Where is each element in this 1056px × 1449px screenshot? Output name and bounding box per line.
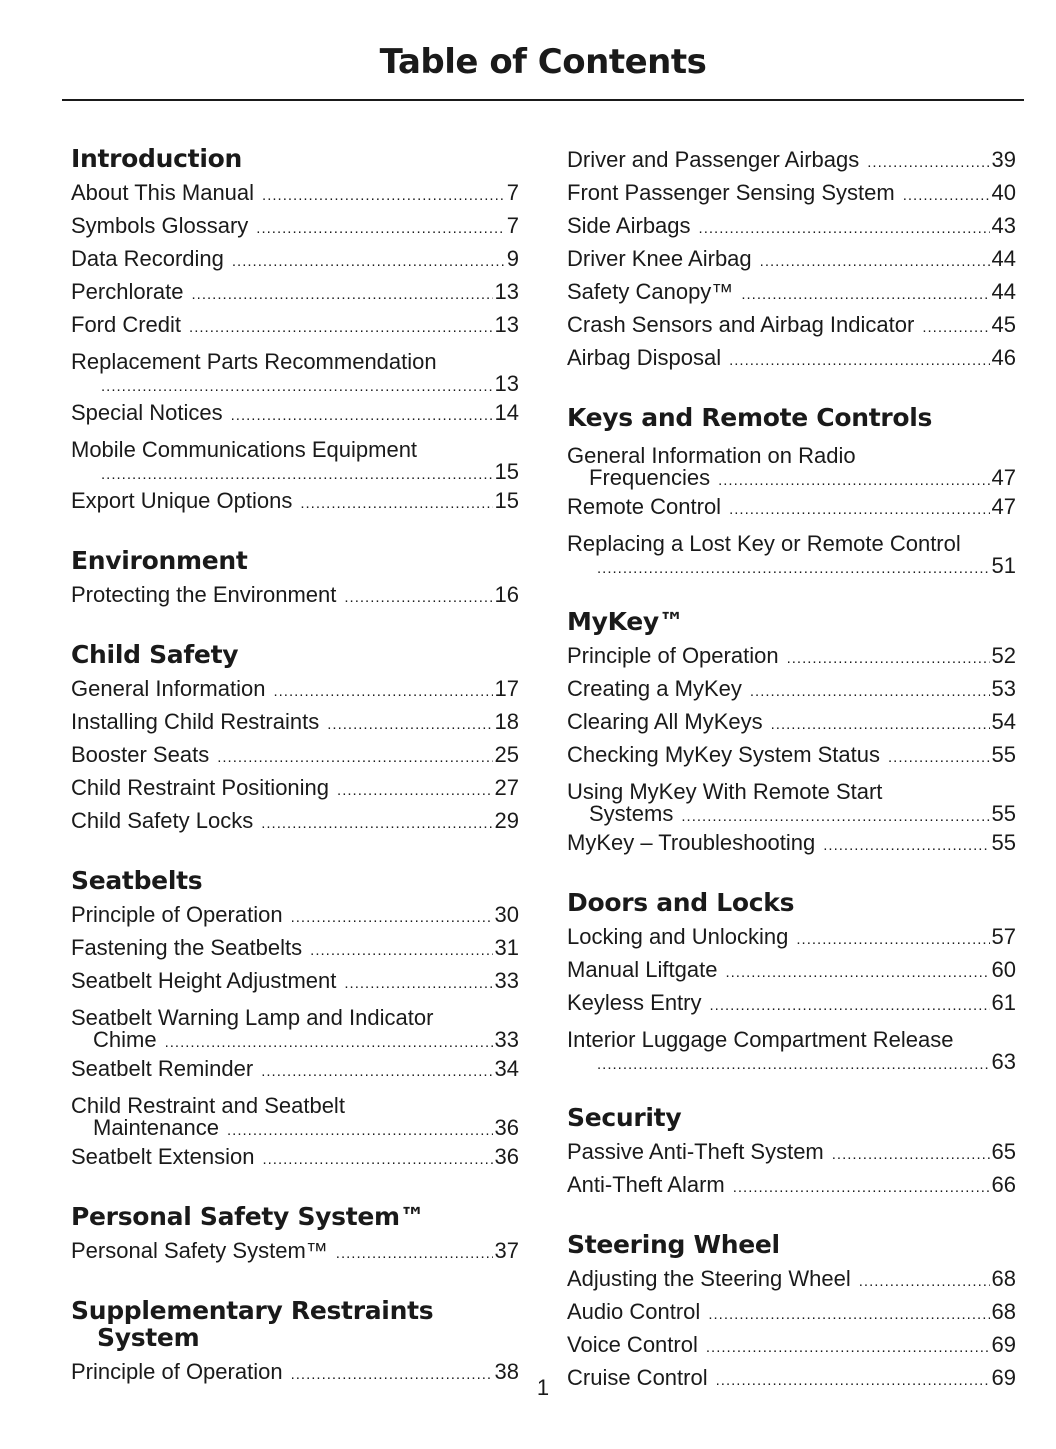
- section-heading[interactable]: [71, 867, 519, 894]
- toc-entry-page: 30: [494, 902, 519, 927]
- toc-entry-row[interactable]: [567, 310, 1016, 343]
- toc-entry-title: Keyless Entry: [567, 990, 702, 1015]
- toc-entry-title: Airbag Disposal: [567, 345, 722, 370]
- dot-leader: [708, 1300, 989, 1330]
- toc-entry[interactable]: [71, 933, 519, 966]
- toc-entry-title: Personal Safety System™: [71, 1238, 328, 1263]
- dot-leader: [327, 710, 492, 740]
- dot-leader: [741, 280, 989, 310]
- toc-entry-title: Remote Control: [567, 494, 722, 519]
- toc-entry[interactable]: [71, 740, 519, 773]
- toc-entry-title: Ford Credit: [71, 312, 182, 337]
- toc-entry-row[interactable]: [567, 707, 1016, 740]
- toc-entry-title: Maintenance: [93, 1115, 219, 1140]
- toc-entry[interactable]: [71, 1054, 519, 1087]
- toc-entry-page: 34: [494, 1056, 519, 1081]
- dot-leader: [832, 1140, 990, 1170]
- toc-entry-page: 36: [494, 1144, 519, 1169]
- toc-entry-row[interactable]: [71, 933, 519, 966]
- dot-leader: [597, 1054, 990, 1076]
- toc-entry-page: 47: [991, 494, 1016, 519]
- dot-leader: [681, 806, 989, 828]
- toc-entry-page: 66: [991, 1172, 1016, 1197]
- toc-entry-page: 36: [494, 1115, 519, 1140]
- toc-entry-row[interactable]: [567, 955, 1016, 988]
- dot-leader: [101, 464, 493, 486]
- toc-entry-page: 25: [494, 742, 519, 767]
- toc-entry-page: 37: [494, 1238, 519, 1263]
- toc-entry-row[interactable]: [71, 244, 519, 277]
- toc-entry-title: Driver Knee Airbag: [567, 246, 752, 271]
- toc-entry-row[interactable]: [71, 707, 519, 740]
- toc-entry-page: 53: [991, 676, 1016, 701]
- dot-leader: [231, 401, 493, 431]
- toc-entry-title: Front Passenger Sensing System: [567, 180, 895, 205]
- toc-entry-title: Child Restraint Positioning: [71, 775, 330, 800]
- toc-entry-row[interactable]: [71, 1054, 519, 1087]
- toc-entry-row[interactable]: [71, 773, 519, 806]
- dot-leader: [867, 148, 989, 178]
- toc-section: [71, 547, 519, 613]
- toc-entry[interactable]: [71, 966, 519, 999]
- toc-entry[interactable]: [71, 1142, 519, 1175]
- toc-entry[interactable]: [71, 707, 519, 740]
- toc-entry-row[interactable]: [567, 1330, 1016, 1363]
- section-heading-text: Personal Safety System™: [71, 1202, 425, 1231]
- toc-entry[interactable]: [71, 773, 519, 806]
- toc-entry-row[interactable]: [71, 486, 519, 519]
- dot-leader: [729, 346, 989, 376]
- toc-entry-page: 18: [494, 709, 519, 734]
- toc-entry-page: 7: [506, 213, 519, 238]
- toc-entry-page: 69: [991, 1365, 1016, 1390]
- toc-entry-page: 68: [991, 1299, 1016, 1324]
- toc-entry-row[interactable]: [71, 277, 519, 310]
- dot-leader: [261, 1057, 492, 1087]
- toc-entry[interactable]: [567, 211, 1016, 244]
- toc-entry-row[interactable]: [567, 492, 1016, 525]
- toc-entry[interactable]: [71, 999, 519, 1054]
- toc-entry-title: Mobile Communications Equipment: [71, 437, 418, 462]
- toc-entry-row[interactable]: [71, 806, 519, 839]
- toc-entry-title: Audio Control: [567, 1299, 701, 1324]
- toc-entry-row[interactable]: [71, 580, 519, 613]
- toc-entry-page: 44: [991, 279, 1016, 304]
- toc-entry[interactable]: [567, 145, 1016, 178]
- dot-leader: [291, 903, 493, 933]
- dot-leader: [101, 376, 493, 398]
- toc-entry-title: Export Unique Options: [71, 488, 293, 513]
- toc-entry-row[interactable]: [71, 674, 519, 707]
- section-heading[interactable]: [567, 889, 1016, 916]
- dot-leader: [706, 1333, 990, 1363]
- toc-entry[interactable]: [71, 1236, 519, 1269]
- dot-leader: [262, 1145, 492, 1175]
- toc-entry[interactable]: [71, 343, 519, 398]
- toc-section: [567, 1104, 1016, 1203]
- toc-entry-row[interactable]: [71, 178, 519, 211]
- toc-entry-page: 13: [494, 371, 519, 396]
- toc-entry-page: 9: [506, 246, 519, 271]
- toc-entry-title: Voice Control: [567, 1332, 698, 1357]
- toc-entry[interactable]: [567, 1021, 1016, 1076]
- dot-leader: [859, 1267, 990, 1297]
- toc-entry-title: Protecting the Environment: [71, 582, 337, 607]
- toc-entry[interactable]: [71, 580, 519, 613]
- toc-section: [71, 1203, 519, 1269]
- toc-entry-title: Perchlorate: [71, 279, 184, 304]
- toc-entry[interactable]: [71, 211, 519, 244]
- toc-entry-title: Cruise Control: [567, 1365, 708, 1390]
- toc-entry-row[interactable]: [567, 1137, 1016, 1170]
- toc-entry-page: 40: [991, 180, 1016, 205]
- toc-entry-page: 45: [991, 312, 1016, 337]
- toc-entry-row[interactable]: [567, 674, 1016, 707]
- toc-column-right: [567, 145, 1016, 1424]
- toc-entry[interactable]: [567, 988, 1016, 1021]
- toc-entry-title: Booster Seats: [71, 742, 210, 767]
- toc-entry-title: Principle of Operation: [567, 643, 779, 668]
- dot-leader: [336, 1239, 493, 1269]
- toc-entry[interactable]: [567, 773, 1016, 828]
- toc-section: [71, 641, 519, 839]
- toc-entry-row[interactable]: [567, 178, 1016, 211]
- toc-entry[interactable]: [71, 398, 519, 431]
- dot-leader: [725, 958, 989, 988]
- dot-leader: [192, 280, 493, 310]
- toc-entry-title: Child Restraint and Seatbelt: [71, 1093, 345, 1118]
- toc-entry-row[interactable]: [567, 145, 1016, 178]
- toc-entry-title: Principle of Operation: [71, 902, 283, 927]
- dot-leader: [262, 181, 505, 211]
- section-heading[interactable]: [71, 641, 519, 668]
- dot-leader: [710, 991, 990, 1021]
- toc-entry-row[interactable]: [567, 1297, 1016, 1330]
- section-heading-continuation: System: [97, 1323, 200, 1352]
- toc-entry-title: Installing Child Restraints: [71, 709, 320, 734]
- toc-entry-row[interactable]: [71, 900, 519, 933]
- section-heading-text: Seatbelts: [71, 866, 203, 895]
- toc-section: [71, 145, 519, 519]
- toc-entry-row[interactable]: [71, 310, 519, 343]
- toc-entry-title: MyKey – Troubleshooting: [567, 830, 816, 855]
- toc-entry-title: Chime: [93, 1027, 157, 1052]
- toc-entry-page: 55: [991, 830, 1016, 855]
- dot-leader: [344, 583, 492, 613]
- toc-entry-page: 55: [991, 742, 1016, 767]
- dot-leader: [771, 710, 990, 740]
- toc-entry-page: 16: [494, 582, 519, 607]
- toc-entry-page: 44: [991, 246, 1016, 271]
- section-heading-text: Keys and Remote Controls: [567, 403, 933, 432]
- toc-entry[interactable]: [71, 277, 519, 310]
- toc-entry[interactable]: [567, 178, 1016, 211]
- toc-entry[interactable]: [71, 431, 519, 486]
- toc-entry-title: Frequencies: [589, 465, 711, 490]
- toc-section: [567, 1231, 1016, 1396]
- toc-entry-page: 54: [991, 709, 1016, 734]
- toc-entry[interactable]: [567, 525, 1016, 580]
- toc-entry[interactable]: [71, 900, 519, 933]
- dot-leader: [310, 936, 492, 966]
- toc-entry[interactable]: [71, 486, 519, 519]
- toc-entry[interactable]: [567, 343, 1016, 376]
- toc-entry-page: 27: [494, 775, 519, 800]
- dot-leader: [227, 1120, 493, 1142]
- toc-entry-page: 52: [991, 643, 1016, 668]
- toc-column-left: [71, 145, 519, 1418]
- toc-entry[interactable]: [567, 641, 1016, 674]
- toc-entry-page: 43: [991, 213, 1016, 238]
- section-heading-text: Introduction: [71, 144, 242, 173]
- title-rule: [62, 99, 1024, 101]
- toc-entry-row[interactable]: [567, 740, 1016, 773]
- toc-entry-title: Using MyKey With Remote Start: [567, 779, 883, 804]
- toc-entry[interactable]: [71, 244, 519, 277]
- toc-entry-row[interactable]: [567, 244, 1016, 277]
- toc-entry-page: 38: [494, 1359, 519, 1384]
- dot-leader: [903, 181, 990, 211]
- toc-entry[interactable]: [567, 492, 1016, 525]
- toc-entry-row[interactable]: [71, 740, 519, 773]
- toc-entry-page: 47: [991, 465, 1016, 490]
- toc-entry-page: 13: [494, 279, 519, 304]
- section-heading[interactable]: [567, 1104, 1016, 1131]
- toc-entry-row[interactable]: [567, 922, 1016, 955]
- toc-entry-row[interactable]: [71, 966, 519, 999]
- dot-leader: [256, 214, 504, 244]
- toc-entry-title: Creating a MyKey: [567, 676, 742, 701]
- toc-entry-title: Side Airbags: [567, 213, 691, 238]
- toc-entry-title: Replacement Parts Recommendation: [71, 349, 437, 374]
- toc-entry[interactable]: [567, 310, 1016, 343]
- toc-entry[interactable]: [567, 955, 1016, 988]
- toc-section: [567, 404, 1016, 580]
- section-heading-text: Steering Wheel: [567, 1230, 780, 1259]
- toc-entry-row[interactable]: [567, 1170, 1016, 1203]
- toc-entry[interactable]: [71, 674, 519, 707]
- toc-entry-page: 31: [494, 935, 519, 960]
- section-heading-text: Security: [567, 1103, 682, 1132]
- toc-entry-title: Manual Liftgate: [567, 957, 718, 982]
- toc-entry[interactable]: [567, 740, 1016, 773]
- toc-entry-page: 33: [494, 1027, 519, 1052]
- toc-entry-page: 7: [506, 180, 519, 205]
- section-heading-text: MyKey™: [567, 607, 684, 636]
- toc-entry-title: General Information: [71, 676, 266, 701]
- toc-entry-row[interactable]: [567, 803, 1016, 828]
- toc-entry[interactable]: [567, 1170, 1016, 1203]
- toc-entry-row[interactable]: [71, 1236, 519, 1269]
- toc-entry-title: Replacing a Lost Key or Remote Control: [567, 531, 961, 556]
- toc-entry-title: Clearing All MyKeys: [567, 709, 763, 734]
- dot-leader: [823, 831, 989, 861]
- section-heading[interactable]: [71, 145, 519, 172]
- toc-entry-page: 14: [494, 400, 519, 425]
- toc-entry-row[interactable]: [71, 373, 519, 398]
- dot-leader: [261, 809, 492, 839]
- toc-entry-row[interactable]: [567, 988, 1016, 1021]
- dot-leader: [922, 313, 989, 343]
- section-heading[interactable]: [567, 1231, 1016, 1258]
- dot-leader: [699, 214, 990, 244]
- section-heading-text: Supplementary Restraints: [71, 1296, 434, 1325]
- dot-leader: [300, 489, 492, 519]
- toc-entry-page: 61: [991, 990, 1016, 1015]
- toc-entry[interactable]: [567, 1264, 1016, 1297]
- toc-entry-row[interactable]: [567, 1051, 1016, 1076]
- toc-entry[interactable]: [567, 244, 1016, 277]
- toc-entry-row[interactable]: [567, 641, 1016, 674]
- toc-entry-page: 69: [991, 1332, 1016, 1357]
- toc-entry-title: Adjusting the Steering Wheel: [567, 1266, 851, 1291]
- toc-section: [71, 867, 519, 1175]
- toc-entry[interactable]: [567, 1137, 1016, 1170]
- toc-section: [567, 608, 1016, 861]
- toc-entry[interactable]: [71, 806, 519, 839]
- toc-entry-row[interactable]: [567, 555, 1016, 580]
- toc-entry-page: 13: [494, 312, 519, 337]
- dot-leader: [165, 1032, 493, 1054]
- toc-entry-row[interactable]: [71, 1029, 519, 1054]
- toc-entry-title: Seatbelt Extension: [71, 1144, 255, 1169]
- toc-entry-page: 39: [991, 147, 1016, 172]
- toc-entry[interactable]: [567, 1330, 1016, 1363]
- toc-entry-page: 29: [494, 808, 519, 833]
- toc-entry-row[interactable]: [567, 343, 1016, 376]
- toc-entry-page: 17: [494, 676, 519, 701]
- toc-entry[interactable]: [567, 277, 1016, 310]
- dot-leader: [273, 677, 492, 707]
- dot-leader: [597, 558, 990, 580]
- toc-entry-title: Seatbelt Height Adjustment: [71, 968, 337, 993]
- toc-entry-page: 57: [991, 924, 1016, 949]
- section-heading[interactable]: [567, 608, 1016, 635]
- toc-entry-row[interactable]: [71, 398, 519, 431]
- dot-leader: [787, 644, 990, 674]
- toc-entry-page: 65: [991, 1139, 1016, 1164]
- toc-entry-title: General Information on Radio: [567, 443, 856, 468]
- dot-leader: [344, 969, 492, 999]
- toc-entry-page: 55: [991, 801, 1016, 826]
- toc-entry-row[interactable]: [567, 211, 1016, 244]
- dot-leader: [796, 925, 989, 955]
- section-heading[interactable]: [71, 1297, 519, 1351]
- toc-entry[interactable]: [567, 1297, 1016, 1330]
- toc-entry[interactable]: [567, 437, 1016, 492]
- toc-entry-title: Passive Anti-Theft System: [567, 1139, 824, 1164]
- dot-leader: [718, 470, 989, 492]
- dot-leader: [337, 776, 492, 806]
- toc-entry-title: Fastening the Seatbelts: [71, 935, 303, 960]
- toc-entry-title: Locking and Unlocking: [567, 924, 789, 949]
- section-heading[interactable]: [71, 1203, 519, 1230]
- toc-entry[interactable]: [567, 707, 1016, 740]
- dot-leader: [733, 1173, 990, 1203]
- toc-entry-row[interactable]: [567, 467, 1016, 492]
- page-number: 1: [536, 1375, 550, 1400]
- dot-leader: [729, 495, 989, 525]
- toc-entry-page: 15: [494, 488, 519, 513]
- toc-entry-page: 68: [991, 1266, 1016, 1291]
- toc-entry-title: Data Recording: [71, 246, 224, 271]
- toc-entry-title: Child Safety Locks: [71, 808, 254, 833]
- toc-entry-row[interactable]: [71, 1117, 519, 1142]
- toc-entry[interactable]: [71, 178, 519, 211]
- toc-entry-row[interactable]: [567, 1264, 1016, 1297]
- toc-entry-title: Principle of Operation: [71, 1359, 283, 1384]
- toc-entry-title: Safety Canopy™: [567, 279, 734, 304]
- toc-entry-title: Anti-Theft Alarm: [567, 1172, 725, 1197]
- toc-entry-row[interactable]: [71, 211, 519, 244]
- toc-entry-title: Driver and Passenger Airbags: [567, 147, 860, 172]
- page-title: Table of Contents: [379, 42, 707, 82]
- toc-entry[interactable]: [71, 1087, 519, 1142]
- toc-entry-page: 60: [991, 957, 1016, 982]
- section-heading[interactable]: [71, 547, 519, 574]
- dot-leader: [760, 247, 990, 277]
- toc-entry[interactable]: [567, 674, 1016, 707]
- toc-entry-page: 33: [494, 968, 519, 993]
- toc-entry-row[interactable]: [567, 828, 1016, 861]
- toc-entry-title: Special Notices: [71, 400, 223, 425]
- dot-leader: [888, 743, 990, 773]
- section-heading-text: Child Safety: [71, 640, 239, 669]
- section-heading-text: Environment: [71, 546, 248, 575]
- toc-section: [567, 145, 1016, 376]
- dot-leader: [750, 677, 990, 707]
- toc-entry-title: Seatbelt Warning Lamp and Indicator: [71, 1005, 434, 1030]
- toc-entry-title: Seatbelt Reminder: [71, 1056, 254, 1081]
- toc-entry-title: Symbols Glossary: [71, 213, 249, 238]
- toc-entry-page: 51: [991, 553, 1016, 578]
- toc-entry-title: Crash Sensors and Airbag Indicator: [567, 312, 915, 337]
- dot-leader: [217, 743, 492, 773]
- dot-leader: [189, 313, 492, 343]
- toc-entry-row[interactable]: [71, 1142, 519, 1175]
- toc-entry-title: About This Manual: [71, 180, 255, 205]
- toc-entry-page: 15: [494, 459, 519, 484]
- toc-entry-row[interactable]: [567, 277, 1016, 310]
- toc-entry-title: Systems: [589, 801, 674, 826]
- toc-entry-title: Interior Luggage Compartment Release: [567, 1027, 954, 1052]
- toc-entry[interactable]: [71, 310, 519, 343]
- toc-entry-page: 46: [991, 345, 1016, 370]
- section-heading[interactable]: [567, 404, 1016, 431]
- dot-leader: [232, 247, 505, 277]
- toc-entry[interactable]: [567, 828, 1016, 861]
- toc-entry[interactable]: [567, 922, 1016, 955]
- section-heading-text: Doors and Locks: [567, 888, 795, 917]
- toc-entry-row[interactable]: [71, 461, 519, 486]
- toc-entry-page: 63: [991, 1049, 1016, 1074]
- toc-entry-title: Checking MyKey System Status: [567, 742, 881, 767]
- toc-section: [567, 889, 1016, 1076]
